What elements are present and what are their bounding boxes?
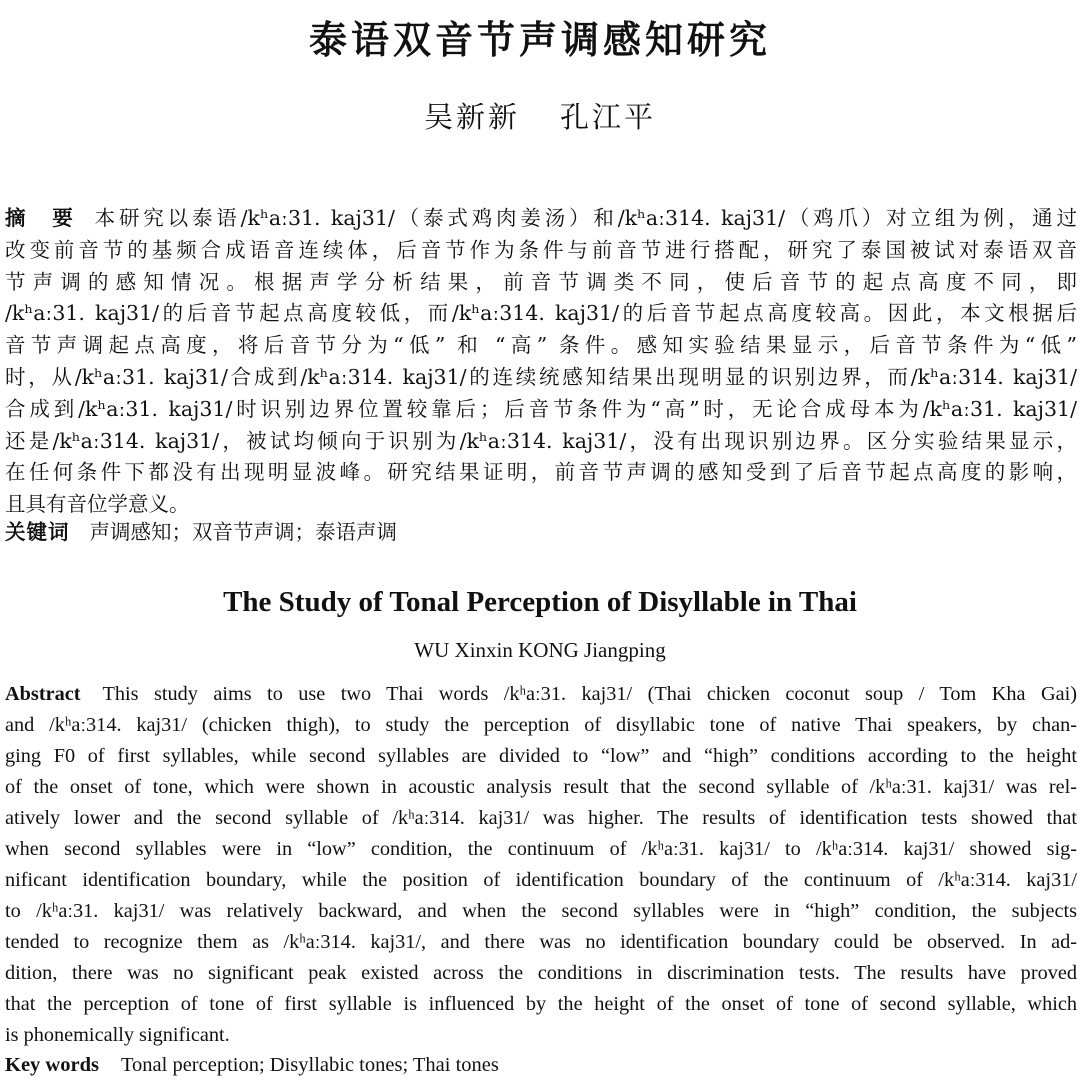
chinese-abstract-line: 音节声调起点高度，将后音节分为“低” 和 “高” 条件。感知实验结果显示，后音节条件为“低” bbox=[5, 333, 1077, 358]
english-abstract-line: to /kʰaː31. kaj31/ was relatively backward, and when the second syllables were in “high” condition, the subjects bbox=[5, 900, 1077, 922]
chinese-abstract-label: 摘 要 bbox=[5, 206, 83, 230]
chinese-abstract-line: 且具有音位学意义。 bbox=[5, 492, 190, 517]
chinese-authors bbox=[0, 92, 1080, 142]
chinese-abstract-line: 还是/kʰaː314. kaj31/，被试均倾向于识别为/kʰaː314. kaj31/，没有出现识别边界。区分实验结果显示， bbox=[5, 428, 1077, 453]
english-abstract-line: atively lower and the second syllable of /kʰaː314. kaj31/ was higher. The results of identification tests showed that bbox=[5, 807, 1077, 829]
english-abstract bbox=[5, 679, 1077, 1051]
chinese-author-2: 孔江平 bbox=[560, 100, 657, 134]
chinese-author-1: 吴新新 bbox=[423, 100, 520, 134]
english-abstract-line: that the perception of tone of first syllable is influenced by the height of the onset of tone of second syllable, which bbox=[5, 993, 1077, 1015]
english-abstract-line: Abstract This study aims to use two Thai words /kʰaː31. kaj31/ (Thai chicken coconut soup / Tom Kha Gai) bbox=[5, 683, 1077, 705]
english-title: The Study of Tonal Perception of Disyllable in Thai bbox=[223, 586, 857, 618]
chinese-abstract-line: 时，从/kʰaː31. kaj31/合成到/kʰaː314. kaj31/的连续统感知结果出现明显的识别边界，而/kʰaː314. kaj31/ bbox=[5, 364, 1077, 389]
chinese-abstract-line: 改变前音节的基频合成语音连续体，后音节作为条件与前音节进行搭配，研究了泰国被试对泰语双音 bbox=[5, 237, 1077, 262]
english-abstract-line: ging F0 of first syllables, while second syllables are divided to “low” and “high” conditions according to the height bbox=[5, 745, 1077, 767]
chinese-abstract-line: 摘 要 本研究以泰语/kʰaː31. kaj31/（泰式鸡肉姜汤）和/kʰaː314. kaj31/（鸡爪）对立组为例，通过 bbox=[5, 206, 1077, 230]
english-abstract-line: of the onset of tone, which were shown in acoustic analysis result that the second syllable of /kʰaː31. kaj31/ was rel- bbox=[5, 776, 1077, 798]
english-keywords bbox=[5, 1050, 1077, 1080]
chinese-abstract bbox=[5, 203, 1077, 521]
english-authors: WU Xinxin KONG Jiangping bbox=[414, 638, 666, 662]
english-keywords-text: Tonal perception; Disyllabic tones; Thai tones bbox=[120, 1054, 499, 1076]
english-abstract-line: when second syllables were in “low” condition, the continuum of /kʰaː31. kaj31/ to /kʰaː314. kaj31/ showed sig- bbox=[5, 838, 1077, 860]
chinese-abstract-line: /kʰaː31. kaj31/的后音节起点高度较低，而/kʰaː314. kaj31/的后音节起点高度较高。因此，本文根据后 bbox=[5, 301, 1077, 326]
english-abstract-line: and /kʰaː314. kaj31/ (chicken thigh), to study the perception of disyllabic tone of native Thai speakers, by chan- bbox=[5, 714, 1077, 736]
english-abstract-line: nificant identification boundary, while the position of identification boundary of the continuum of /kʰaː314. kaj31/ bbox=[5, 869, 1077, 891]
english-abstract-line: dition, there was no significant peak existed across the conditions in discrimination tests. The results have proved bbox=[5, 962, 1077, 984]
english-abstract-line: tended to recognize them as /kʰaː314. kaj31/, and there was no identification boundary could be observed. In ad- bbox=[5, 931, 1077, 953]
chinese-keywords-text: 声调感知；双音节声调；泰语声调 bbox=[89, 520, 397, 544]
chinese-abstract-line: 在任何条件下都没有出现明显波峰。研究结果证明，前音节声调的感知受到了后音节起点高度的影响， bbox=[5, 460, 1077, 485]
chinese-abstract-line: 合成到/kʰaː31. kaj31/时识别边界位置较靠后；后音节条件为“高”时，无论合成母本为/kʰaː31. kaj31/ bbox=[5, 396, 1077, 421]
chinese-title: 泰语双音节声调感知研究 bbox=[308, 17, 771, 62]
chinese-keywords-label: 关键词 bbox=[5, 520, 70, 544]
english-abstract-line: is phonemically significant. bbox=[5, 1024, 230, 1046]
chinese-keywords bbox=[5, 516, 1077, 548]
english-keywords-label: Key words bbox=[5, 1054, 99, 1076]
english-abstract-label: Abstract bbox=[5, 683, 81, 705]
chinese-abstract-line: 节声调的感知情况。根据声学分析结果，前音节调类不同，使后音节的起点高度不同，即 bbox=[5, 269, 1077, 294]
